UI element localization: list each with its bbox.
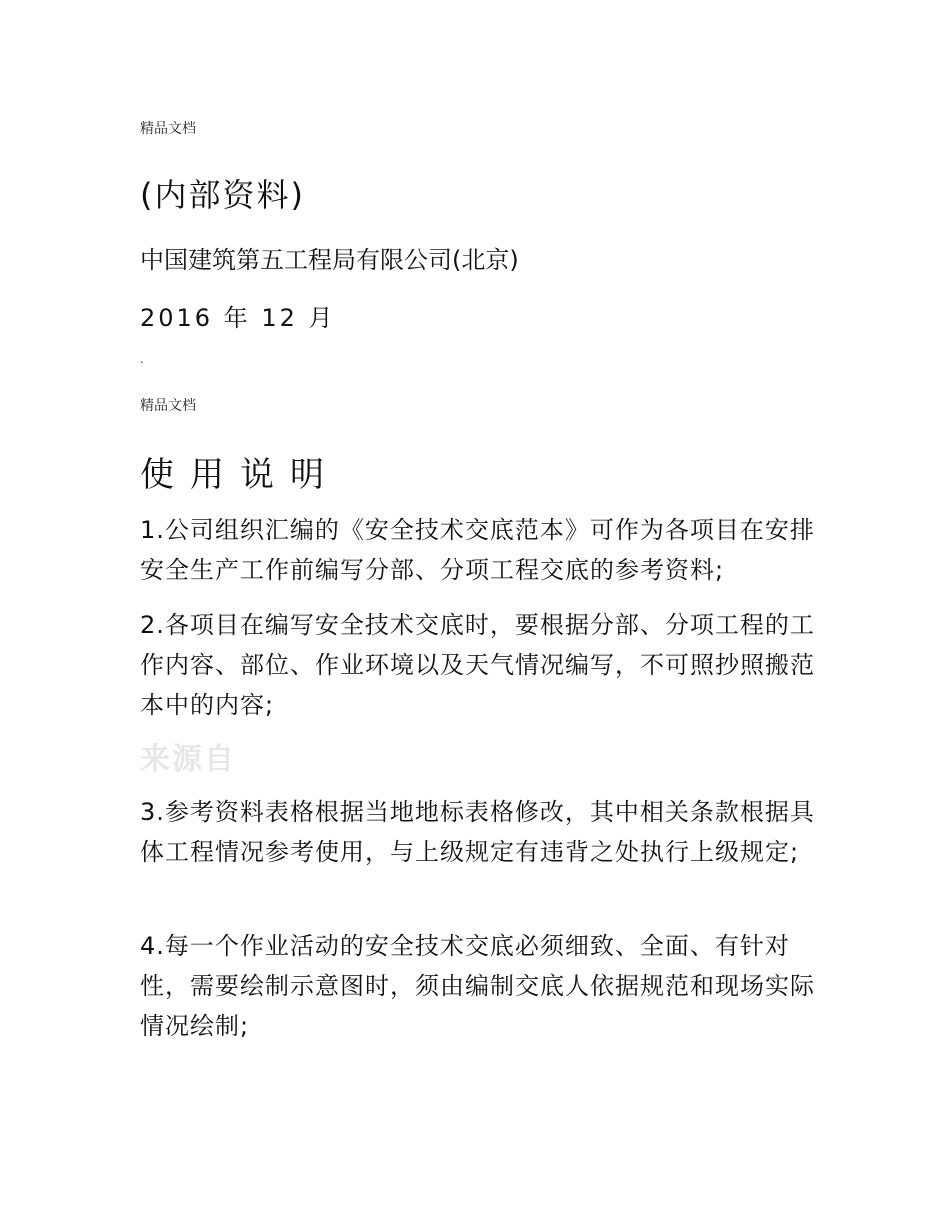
document-title: (内部资料)	[140, 176, 305, 214]
instruction-paragraph-2: 2.各项目在编写安全技术交底时，要根据分部、分项工程的工作内容、部位、作业环境以及天气情况编写，不可照抄照搬范本中的内容;	[140, 611, 815, 719]
faint-watermark-text: 来源自	[140, 742, 236, 777]
company-name: 中国建筑第五工程局有限公司(北京)	[140, 246, 519, 274]
usage-instructions-title: 使用说明	[140, 455, 340, 495]
page-separator: .	[140, 352, 144, 366]
instruction-paragraph-4: 4.每一个作业活动的安全技术交底必须细致、全面、有针对性，需要绘制示意图时，须由编制交底人依据规范和现场实际情况绘制;	[140, 932, 815, 1040]
instruction-paragraph-3: 3.参考资料表格根据当地地标表格修改，其中相关条款根据具体工程情况参考使用，与上级规定有违背之处执行上级规定;	[140, 798, 815, 866]
document-date: 2016 年 12 月	[140, 304, 336, 332]
page-header-label-2: 精品文档	[140, 398, 196, 414]
page-header-label: 精品文档	[140, 121, 196, 137]
instruction-paragraph-1: 1.公司组织汇编的《安全技术交底范本》可作为各项目在安排安全生产工作前编写分部、分项工程交底的参考资料;	[140, 516, 815, 584]
